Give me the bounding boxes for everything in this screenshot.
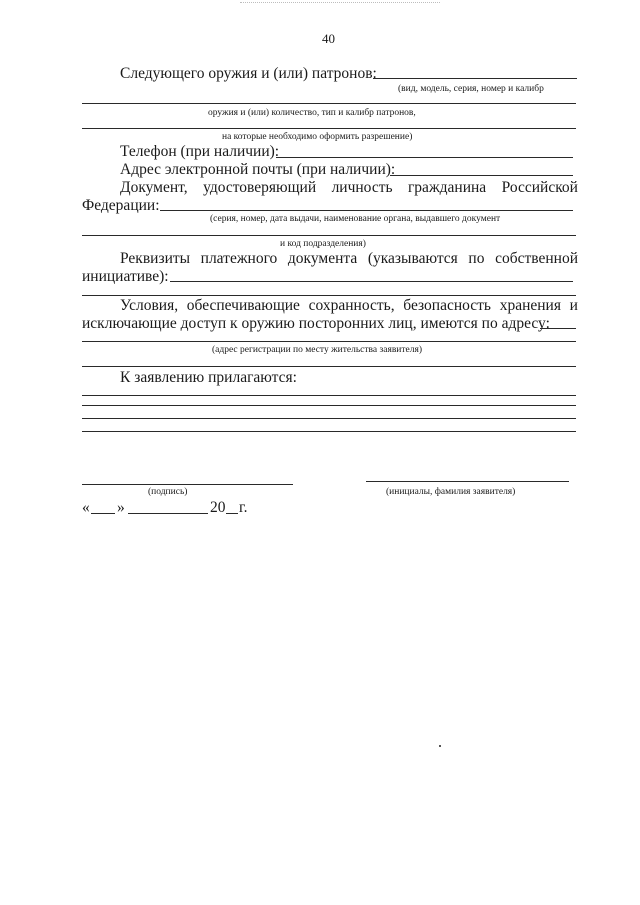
weapons-caption-1: (вид, модель, серия, номер и калибр (398, 84, 544, 94)
date-day-line[interactable] (91, 513, 115, 514)
identity-label-2: Федерации: (82, 197, 160, 214)
identity-caption-2: и код подразделения) (280, 239, 366, 249)
payment-word: платежного (200, 250, 278, 267)
payment-word: по (468, 250, 485, 267)
weapons-fill-line[interactable] (373, 78, 577, 79)
payment-label-2: инициативе): (82, 268, 169, 285)
storage-word: обеспечивающие (186, 297, 300, 314)
payment-word: собственной (495, 250, 578, 267)
attachments-line[interactable] (82, 395, 576, 396)
identity-caption-1: (серия, номер, дата выдачи, наименование органа, выдавшего документ (210, 214, 501, 224)
date-year-line[interactable] (226, 513, 238, 514)
phone-label: Телефон (при наличии): (120, 143, 280, 160)
payment-word: (указываются (367, 250, 458, 267)
payment-fill-line-2[interactable] (82, 295, 576, 296)
applicant-name-caption: (инициалы, фамилия заявителя) (386, 487, 516, 497)
phone-fill-line[interactable] (276, 157, 573, 158)
scan-dot (439, 745, 441, 747)
storage-fill-line-2[interactable] (82, 341, 576, 342)
signature-caption: (подпись) (148, 487, 188, 497)
date-year-prefix: 20 (210, 499, 226, 516)
attachments-label: К заявлению прилагаются: (120, 369, 297, 386)
storage-label-2: исключающие доступ к оружию посторонних лиц, имеются по адресу: (82, 315, 550, 332)
date-close-quote: » (117, 499, 125, 516)
payment-word: Реквизиты (120, 250, 191, 267)
identity-fill-line-2[interactable] (82, 235, 576, 236)
storage-word: сохранность, (308, 297, 395, 314)
date-open-quote: « (82, 499, 90, 516)
storage-word: и (569, 297, 578, 314)
page-number: 40 (322, 31, 335, 46)
scan-edge-line (240, 2, 440, 3)
weapons-fill-line-3[interactable] (82, 128, 576, 129)
identity-word: Документ, (120, 179, 188, 196)
identity-word: гражданина (407, 179, 487, 196)
attachments-line[interactable] (82, 431, 576, 432)
weapons-caption-3: на которые необходимо оформить разрешение) (222, 132, 413, 142)
storage-fill-line[interactable] (540, 328, 576, 329)
email-label: Адрес электронной почты (при наличии): (120, 161, 396, 178)
storage-caption: (адрес регистрации по месту жительства заявителя) (212, 345, 423, 355)
storage-word: безопасность (403, 297, 492, 314)
email-fill-line[interactable] (390, 175, 573, 176)
date-year-suffix: г. (239, 499, 248, 516)
identity-word: удостоверяющий (203, 179, 317, 196)
payment-line-1 (120, 250, 578, 268)
identity-line-1 (120, 179, 578, 197)
identity-fill-line[interactable] (160, 210, 573, 211)
storage-word: Условия, (120, 297, 179, 314)
identity-word: Российской (501, 179, 578, 196)
attachments-line[interactable] (82, 405, 576, 406)
signature-line[interactable] (82, 484, 293, 485)
storage-line-1 (120, 297, 578, 315)
payment-fill-line[interactable] (170, 281, 573, 282)
payment-word: документа (287, 250, 358, 267)
storage-fill-line-3[interactable] (82, 366, 576, 367)
identity-word: личность (331, 179, 393, 196)
applicant-name-line[interactable] (366, 481, 569, 482)
weapons-label: Следующего оружия и (или) патронов: (120, 65, 377, 82)
weapons-fill-line-2[interactable] (82, 103, 576, 104)
weapons-caption-2: оружия и (или) количество, тип и калибр патронов, (208, 108, 416, 118)
attachments-line[interactable] (82, 418, 576, 419)
storage-word: хранения (499, 297, 561, 314)
date-month-line[interactable] (128, 513, 208, 514)
